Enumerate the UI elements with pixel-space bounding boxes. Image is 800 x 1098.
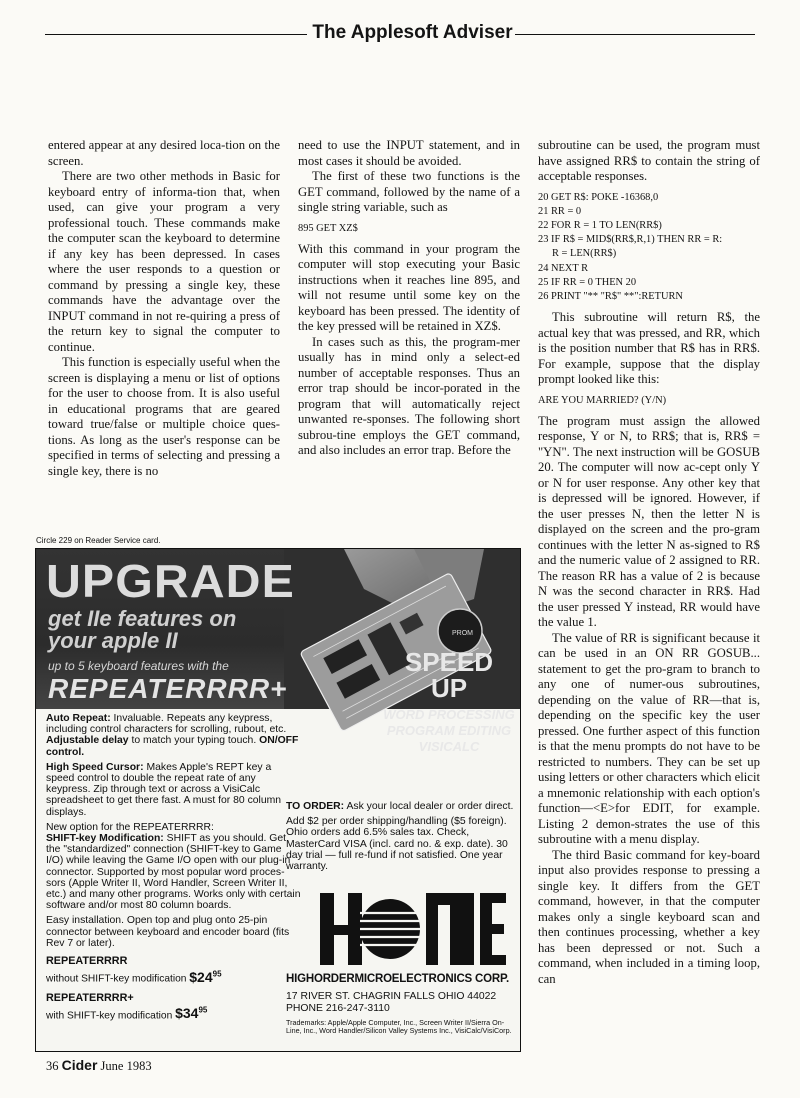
speed-subtext: PROGRAM EDITING	[386, 723, 512, 738]
paragraph: This function is especially useful when the screen is displaying a menu or list of options for the user to choose from. It is also useful in educational programs that are geared toward true/false or multiple choice ques-tions. As long as the user's response can be specified in terms of selecting and pressing a single key, there is no	[48, 355, 280, 478]
paragraph: subroutine can be used, the program must have assigned RR$ to contain the string of acceptable responses.	[538, 138, 760, 183]
ad-body-text	[46, 713, 301, 1022]
code-listing	[538, 191, 760, 305]
ad-product-name: REPEATERRRR+	[48, 673, 288, 704]
code-line: 24 NEXT R	[538, 262, 589, 274]
code-line: R = LEN(RR$)	[552, 248, 617, 260]
paragraph: The value of RR is significant because it can be used in an ON RR GOSUB... statement to get the pro-gram to branch to any one of numer-ous subroutines, depending on the value of RR—that is, depending on the specific key the user pressed. One further aspect of this function is that the menu prompts do not have to be restricted to numbers. They can be set up using letters or other characters which elicit a mnemonic relationship with each option's function—<E>for EDIT, for example. Listing 2 demon-strates the use of this subroutine with a menu display.	[538, 630, 760, 847]
ad-subheadline-2: your apple II	[48, 628, 178, 653]
prompt-example: ARE YOU MARRIED? (Y/N)	[538, 394, 667, 406]
code-line: 25 IF RR = 0 THEN 20	[538, 276, 637, 288]
trademark-notice: Trademarks: Apple/Apple Computer, Inc., Screen Writer II/Sierra On-Line, Inc., Word Handler/Silicon Valley Systems Inc., VisiCalc/VisiCorp.	[286, 1018, 512, 1036]
company-address: 17 RIVER ST. CHAGRIN FALLS OHIO 44022 PHONE 216-247-3110	[286, 991, 497, 1014]
company-logo	[286, 889, 514, 969]
ad-paragraph: Auto Repeat: Invaluable. Repeats any keypress, including control characters for scrolling, rubout, etc. Adjustable delay to match your typing touch. ON/OFF control.	[46, 713, 299, 758]
ad-headline: UPGRADE	[46, 555, 295, 607]
issue-date: June 1983	[100, 1059, 152, 1073]
chip-label: PROM	[452, 630, 473, 637]
article-column-1	[48, 138, 280, 479]
ad-subheadline-1: get IIe features on	[48, 606, 237, 631]
article-column-3	[538, 138, 760, 987]
paragraph: The first of these two functions is the GET command, followed by the name of a single string variable, such as	[298, 169, 520, 214]
advertisement	[35, 548, 521, 1052]
ad-paragraph: Easy installation. Open top and plug onto 25-pin connector between keyboard and encoder board (fits Rev 7 or later).	[46, 915, 290, 949]
company-name: HIGHORDERMICROELECTRONICS CORP.	[286, 973, 509, 985]
ad-features-line: up to 5 keyboard features with the	[48, 659, 229, 673]
ad-paragraph: New option for the REPEATERRRR: SHIFT-key Modification: SHIFT as you should. Get the "standardized" connection (SHIFT-key to Game I/O) while leaving the Game I/O open with our plug-in connector. Supported by most popular word proces-sors (Apple Writer II, Word Handler, Screen Writer II, etc.) and many other programs. Works only with certain software and/or most 80 column boards.	[46, 821, 301, 912]
code-line: 26 PRINT "** "R$" **":RETURN	[538, 290, 683, 302]
speed-subtext: WORD PROCESSING	[383, 707, 515, 722]
paragraph: entered appear at any desired loca-tion on the screen.	[48, 138, 280, 168]
paragraph: With this command in your program the computer will stop executing your Basic instructions when it reaches line 895, and will not resume until some key on the keyboard has been pressed. The identity of the key pressed will be retained in XZ$.	[298, 241, 520, 334]
paragraph: The third Basic command for key-board input also provides response to pressing a single key. It differs from the GET command, however, in that the computer makes only a single keyboard scan and then continues processing, whether a key has been depressed or not. Such a command, when included in a timing loop, can	[538, 847, 760, 986]
code-line: 23 IF R$ = MID$(RR$,R,1) THEN RR = R:	[538, 234, 723, 246]
speed-text: SPEED	[404, 647, 494, 677]
code-line: 895 GET XZ$	[298, 222, 358, 234]
section-title: The Applesoft Adviser	[312, 22, 513, 43]
code-line: 22 FOR R = 1 TO LEN(RR$)	[538, 219, 662, 231]
ad-order-info: TO ORDER: Ask your local dealer or order direct. Add $2 per order shipping/handling ($5 foreign). Ohio orders add 6.5% sales tax. Check, MasterCard VISA (incl. card no. & exp. date). 30 day trial — full re-fund if not satisfied. One year warranty.	[286, 801, 514, 873]
magazine-logo: Cider	[61, 1057, 98, 1073]
code-line: 20 GET R$: POKE -16368,0	[538, 191, 659, 203]
speed-subtext: VISICALC	[418, 739, 480, 754]
paragraph: The program must assign the allowed response, Y or N, to RR$; that is, RR$ = "YN". The next instruction will be GOSUB 20. The computer will now ac-cept only Y or N for user response. Any other key that is depressed will be ignored. However, if the user presses N, then the letter N is displayed on the screen and the pro-gram continues with the letter N as-signed to R$ and the numeric value of 2 assigned to RR. The reason RR has a value of 2 is because N was the second character in RR$. Had the user pressed Y instead, RR would have the value 1.	[538, 413, 760, 630]
header-rule-right	[515, 34, 755, 35]
paragraph: This subroutine will return R$, the actual key that was pressed, and RR, which is the position number that R$ has in RR$. For example, suppose that the display prompt looked like this:	[538, 310, 760, 387]
page-footer	[46, 1057, 152, 1074]
price-row-1: REPEATERRRR without SHIFT-key modification $\$24^{95}$	[46, 955, 222, 985]
price-row-2: REPEATERRRR+ with SHIFT-key modification $\$34^{95}$	[46, 991, 208, 1022]
paragraph: In cases such as this, the program-mer usually has in mind only a select-ed number of acceptable responses. Thus an error trap should be incor-porated in the program that will automatically reject unwanted re-sponses. The following short subrou-tine employs the GET command, and also includes an error trap. Before the	[298, 334, 520, 458]
paragraph: need to use the INPUT statement, and in most cases it should be avoided.	[298, 138, 520, 168]
ad-caption: Circle 229 on Reader Service card.	[36, 536, 161, 545]
code-line: 21 RR = 0	[538, 205, 582, 217]
page-number: 36	[46, 1059, 59, 1073]
paragraph: There are two other methods in Basic for keyboard entry of informa-tion that, when used, can give your program a very professional touch. These commands make the computer scan the keyboard to determine if any key has been depressed. In cases where the user responds to a question or command by pressing a single key, these commands have the advantage over the INPUT command in not re-quiring a press of the return key to signal the computer to continue.	[48, 169, 280, 354]
article-column-2	[298, 138, 520, 459]
ad-paragraph: High Speed Cursor: Makes Apple's REPT key a speed control to double the repeat rate of any keypress. Zip through text or across a VisiCalc spreadsheet to get there fast. A must for 80 column displays.	[46, 761, 282, 818]
speed-text: UP	[430, 673, 468, 703]
header-rule-left	[45, 34, 307, 35]
